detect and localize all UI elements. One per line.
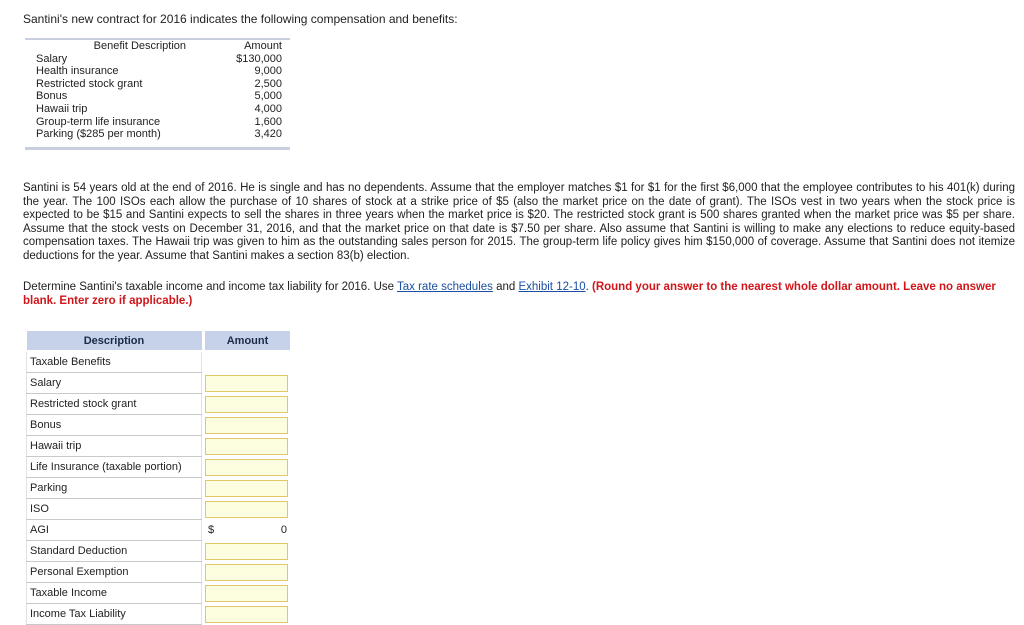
benefit-amount: 1,600 [254,115,282,128]
benefit-label: Salary [36,52,68,65]
row-label: ISO [27,499,202,520]
benefit-amount: 5,000 [254,90,282,103]
benefit-label: Group-term life insurance [36,115,161,128]
question-prefix: Determine Santini's taxable income and income tax liability for 2016. Use [23,281,398,293]
table-row [27,604,291,625]
table-row [27,351,291,373]
taxable-income-input[interactable] [205,585,288,602]
table-row [27,478,291,499]
hawaii-trip-input[interactable] [205,438,288,455]
table-row [27,562,291,583]
question-instruction: (Round your answer to the nearest whole dollar amount. Leave no answer blank. Enter zero if applicable.) [23,281,996,307]
parking-input[interactable] [205,480,288,497]
benefit-amount-header: Amount [244,40,282,52]
row-label: Salary [27,373,202,394]
intro-text: Santini's new contract for 2016 indicates the following compensation and benefits: [23,12,458,26]
question-period: . [585,281,592,293]
agi-amount: 0 [280,524,287,536]
answer-table [26,331,290,625]
row-label: AGI [27,520,202,541]
table-row [27,373,291,394]
benefit-amount: 9,000 [254,65,282,78]
personal-exemption-input[interactable] [205,564,288,581]
table-row [25,103,290,116]
benefit-amount: 3,420 [254,128,282,141]
benefit-label: Health insurance [36,65,119,78]
row-label: Restricted stock grant [27,394,202,415]
problem-paragraph: Santini is 54 years old at the end of 2016. He is single and has no dependents. Assume that the employer matches $1 for $1 for the first $6,000 that the employee contributes to his 401(k) during the year. The 100 ISOs each allow the purchase of 10 shares of stock at a strike price of $5 (also the market price on the date of grant). The ISOs vest in two years when the stock price is expected to be $15 and Santini expects to sell the shares in three years when the market price is $20. The restricted stock grant is 500 shares granted when the market price was $5 per share. Assume that the stock vests on December 31, 2016, and that the market price on that date is $7.50 per share. Also assume that Santini is willing to make any elections to reduce equity-based compensation taxes. The Hawaii trip was given to him as the outstanding sales person for 2015. The group-term life policy gives him $150,000 of coverage. Assume that Santini does not itemize deductions for the year. Assume that Santini makes a section 83(b) election. [23,182,1015,262]
table-row [27,394,291,415]
benefits-table [25,38,290,150]
table-row [27,436,291,457]
section-label: Taxable Benefits [27,351,202,373]
restricted-stock-input[interactable] [205,396,288,413]
salary-input[interactable] [205,375,288,392]
answer-amount-header: Amount [205,331,290,351]
question-and: and [492,281,519,293]
income-tax-liability-input[interactable] [205,606,288,623]
table-row [27,499,291,520]
benefit-label: Restricted stock grant [36,77,143,90]
benefit-label: Hawaii trip [36,102,88,115]
table-row [27,541,291,562]
tax-rate-schedules-link[interactable]: Tax rate schedules [397,281,493,293]
table-row [25,128,290,141]
currency-symbol: $ [208,524,215,536]
row-label: Parking [27,478,202,499]
row-label: Life Insurance (taxable portion) [27,457,202,478]
life-insurance-input[interactable] [205,459,288,476]
row-label: Income Tax Liability [27,604,202,625]
table-row [25,65,290,78]
table-row [25,78,290,91]
benefit-description-header: Benefit Description [93,40,186,52]
table-row [27,520,291,541]
bonus-input[interactable] [205,417,288,434]
benefit-amount: $130,000 [236,52,282,65]
table-row [27,583,291,604]
question-text [23,281,1015,308]
table-row [27,457,291,478]
row-label: Hawaii trip [27,436,202,457]
benefit-amount: 2,500 [254,77,282,90]
row-label: Bonus [27,415,202,436]
table-row [27,415,291,436]
benefit-amount: 4,000 [254,102,282,115]
standard-deduction-input[interactable] [205,543,288,560]
row-label: Standard Deduction [27,541,202,562]
iso-input[interactable] [205,501,288,518]
agi-value [205,520,290,540]
table-row [25,53,290,66]
answer-description-header: Description [27,331,202,351]
table-row [25,116,290,129]
table-row [25,90,290,103]
exhibit-link[interactable]: Exhibit 12-10 [518,281,586,293]
benefit-label: Parking ($285 per month) [36,128,161,141]
benefit-label: Bonus [36,90,68,103]
row-label: Personal Exemption [27,562,202,583]
row-label: Taxable Income [27,583,202,604]
